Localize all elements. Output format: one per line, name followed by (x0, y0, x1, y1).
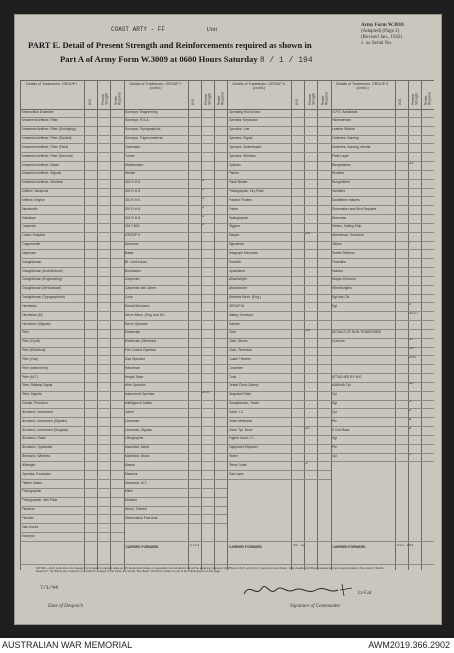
group-header-3: Details of Tradesmen. GROUP II. (contd.) (232, 82, 286, 91)
trade-label: Coach Trimmer (228, 356, 252, 361)
trade-label: Draughtsman (Architectural) (21, 268, 63, 273)
strength-value: 67 (305, 426, 311, 431)
trade-label: Operating Room Asst. (228, 109, 261, 114)
trade-label: Mechanic, Radio (21, 436, 47, 441)
trade-label: Operator, Switchboard (228, 144, 262, 149)
trade-label: Cpl (332, 454, 337, 459)
row-rule (331, 364, 435, 365)
trade-label: Fitter (Cycle) (21, 339, 41, 344)
trade-label: Draughtsman (Engineering) (21, 277, 62, 282)
trade-label: Watchmaker (125, 162, 144, 167)
strength-value: 35 (305, 329, 311, 334)
trade-label: Baker (125, 250, 134, 255)
trade-label: Surveyor (21, 533, 35, 538)
trade-label: Surveyor, Topographical (125, 127, 161, 132)
trade-label: Operator, Keyboard (228, 118, 258, 123)
strength-value: 1 (408, 453, 412, 458)
trade-label: Plate Layer (332, 153, 349, 158)
archive-caption: AUSTRALIAN WAR MEMORIAL (2, 640, 133, 650)
trade-label: Mechanic, Wireless (21, 454, 51, 459)
strength-value: 1 (201, 179, 205, 184)
strength-value: 65 (305, 232, 311, 237)
trade-label: Tailors (332, 242, 342, 247)
trade-label: Mechanic, M.T. (125, 480, 148, 485)
bottom-rule (20, 564, 434, 565)
report-date: 8 / 1 / 194 (259, 56, 313, 65)
notes-text: NOTES.—(a) If more than one category of a trade is required, state so. (b) Authorized trades or specialists not included in list will be added as required. (c) Where a W.O. and N.C.O. personnel are shown, state details. (d) Where replacement are required state in the column "Reinfs. Required". (e) Where any request is submitted in respect of the trade, the words "See Back" should be written in one of the blank spaces of this page. (36, 566, 385, 574)
trade-label: Intelligence Duties (125, 401, 152, 406)
trade-label: Butcher (228, 321, 240, 326)
trade-label: Wheelwrights (332, 286, 352, 291)
trade-label: Dental Clerk Orderly (228, 383, 259, 388)
trade-label: Electrician (M) (21, 312, 43, 317)
trade-label: Tinsmiths (332, 259, 346, 264)
trade-label: Position Finders (228, 197, 253, 202)
trade-label: Armament Artificer, Radio (21, 162, 59, 167)
trade-label: Battery Surveyor (228, 312, 254, 317)
trade-label: Clerk, Technical (228, 348, 252, 353)
trade-label: Fitter (M.T.) (21, 374, 39, 379)
trade-label: Draughtsman (21, 259, 42, 264)
trade-label: Armament Artificer, Signals (21, 171, 62, 176)
trade-label: Steersman, Technical (332, 233, 364, 238)
signature-label: Signature of Commander (290, 604, 341, 609)
trade-label: 301 R.H.K. (125, 206, 142, 211)
strength-value: 1517 (408, 311, 419, 316)
trade-label: Instrument Operator (125, 392, 155, 397)
trade-label: Fitter (21, 330, 30, 335)
trade-label: Pte (332, 445, 337, 450)
strength-value: 1 (408, 400, 412, 405)
trade-label: Cook (125, 295, 133, 300)
trade-label: Driver, I.C. (228, 409, 245, 414)
trade-label: G.P.O. Assistants (332, 109, 358, 114)
trade-label: Artificer, Weapons (21, 189, 49, 194)
trade-label: Surveyor, R.S.A. (125, 118, 150, 123)
strength-value: 910 (201, 391, 209, 396)
strength-value: 3 (305, 461, 308, 466)
trade-label: 301 R.H.K. (125, 189, 142, 194)
trade-label: Tinsmith (228, 259, 241, 264)
subheader-3-3: Reinfs. Required (320, 92, 329, 105)
trade-label: Bt. Cord's Asst. (125, 259, 148, 264)
trade-label: Turner (125, 153, 135, 158)
strength-value: 1 (408, 408, 412, 413)
trade-label: DETAILS OF NON-TRADESMEN (332, 330, 382, 335)
trade-label: Ammunition Examiner (21, 109, 54, 114)
trade-label: Toolmaker (125, 144, 141, 149)
trade-label: Carpenter (21, 224, 37, 229)
despatch-date: 7/1/44 (40, 585, 59, 591)
row-rule (331, 320, 435, 321)
trade-label: Sisters, Sailing Ship (332, 224, 362, 229)
trade-label: Gas Layer (228, 471, 244, 476)
trade-label: Dental Mechanic (125, 303, 150, 308)
trade-label: Radiographer (228, 215, 249, 220)
unit-label: Unit (206, 27, 218, 33)
trade-label: Woodworker (228, 286, 247, 291)
unit-field (111, 26, 217, 33)
subheader-4-1: W.E. (398, 98, 403, 105)
trade-label: Storeman (332, 215, 347, 220)
trade-label: Pattern Maker (21, 480, 43, 485)
strength-value: 1 (201, 205, 205, 210)
group-header-2: Details of Tradesmen. GROUP I. (contd.) (129, 82, 182, 91)
trade-label: Masseur (125, 471, 138, 476)
subheader-4-3: Reinfs. Required (424, 92, 432, 105)
trade-label: Hatchman (125, 365, 141, 370)
trade-label: Shoemaker and Boot Repairer (332, 206, 377, 211)
trade-label: Machinist, Wood (125, 454, 150, 459)
trade-label: Printer (228, 206, 239, 211)
strength-value: 8 (408, 426, 412, 431)
trade-label: Fitter (Electrical) (21, 348, 46, 353)
trade-label: Textile Refiners (332, 250, 355, 255)
trade-label: Clerk, Stores (228, 339, 248, 344)
strength-value: 10 (408, 347, 414, 352)
subheader-1-1: W.E. (87, 98, 92, 105)
trade-label: 301 CNDL (125, 224, 141, 229)
strength-value: 7 (408, 241, 412, 246)
trade-label: Draughtsman, Tracer (228, 401, 260, 406)
serial-label: Serial No. (371, 41, 393, 46)
form-title: Army Form W.3010 (361, 23, 404, 28)
row-rule (227, 479, 331, 480)
trade-label: Electrician (21, 303, 37, 308)
strength-value: 1 (201, 223, 205, 228)
strength-value: 1 (201, 214, 205, 219)
trade-label: Dispenser (21, 250, 37, 255)
carried-forward-label: CARRIED FORWARD (125, 545, 159, 549)
form-id-block (361, 23, 431, 47)
trade-label: 301 R.H.K. (125, 215, 142, 220)
trade-label: Riggers (228, 224, 240, 229)
strength-value: 32 (408, 382, 414, 387)
trade-label: Armament Artificer, Wireless (21, 180, 63, 185)
column-rule (291, 80, 292, 570)
strength-value: 1 (201, 196, 205, 201)
trade-label: Millwright (21, 462, 36, 467)
trade-label: Sgt (332, 401, 337, 406)
row-rule (331, 355, 435, 356)
trade-label: Operator, Wireless (228, 153, 256, 158)
trade-label: Signalman (228, 242, 245, 247)
trade-label: Sgt Arty Clk (332, 295, 350, 300)
serial-value: 2 Gk (361, 42, 371, 46)
strength-value: 37 (408, 338, 414, 343)
trade-label: Mechanic, Instrument (21, 409, 54, 414)
trade-label: Draughtsman (Typographical) (21, 295, 65, 300)
trade-label: Mechanic, Instrument (Surgical) (21, 427, 69, 432)
trade-label: Mechanic, Typewriter (21, 445, 53, 450)
trade-label: Gunners (332, 339, 345, 344)
signature-rank: Lt-Col (358, 591, 372, 596)
group-header-4: Details of Tradesmen. GROUP II. (contd.) (336, 82, 390, 91)
footer-rule (20, 541, 434, 542)
trade-label: Fitter, Railway Signal (21, 383, 53, 388)
trade-label: Rangetakers (332, 162, 351, 167)
trade-label: Sgt (332, 303, 337, 308)
trade-label: Telegraph Mechanic (228, 250, 259, 255)
trade-label: Driver Tpt. Drive (228, 427, 253, 432)
trade-label: Driver Mechanic (228, 418, 253, 423)
subheader-2-1: W.E. (191, 98, 196, 105)
trade-label: Surveyor, Trigonometrical (125, 136, 163, 140)
trade-label: Equipment Repairer (228, 445, 258, 450)
trade-label: Hammerman (332, 118, 352, 123)
trade-label: Surveyor, Engineering (125, 109, 158, 114)
trade-label: Saddlers (332, 189, 346, 194)
strength-value: 8 (408, 417, 412, 422)
carried-forward-label: CARRIED FORWARD (332, 545, 366, 549)
trade-label: Lithographer (125, 436, 144, 441)
archive-reference: AWM2019.366.2902 (368, 640, 450, 650)
trade-label: Farrier (228, 454, 239, 459)
subheader-1-2: Present Strength (100, 92, 109, 105)
trade-label: Clerk (228, 330, 237, 335)
trade-label: Concreter (228, 365, 243, 370)
trade-label: Optician (228, 162, 241, 167)
trade-label: Wagon Erectors (332, 277, 356, 282)
subheader-2-3: Reinfs. Required (217, 92, 225, 105)
trade-label: Linesman (125, 418, 140, 423)
trade-label: Wireless Mech. (Eng.) (228, 295, 261, 300)
trade-label: Cpl (332, 409, 337, 414)
trade-label: Sawyer (228, 233, 240, 238)
trade-label: Sgt (332, 436, 337, 441)
trade-label: Painter (228, 171, 239, 176)
trade-label: 301 R.H.K. (125, 180, 142, 185)
trade-label: Armourer (125, 242, 139, 247)
trade-label: Grinder, Precision (21, 401, 48, 406)
trade-label: Electrician (Signals) (21, 321, 51, 326)
trade-label: Photographer, Wet Plate (21, 498, 58, 503)
trade-label: Height Taker (125, 374, 144, 379)
trade-label: Saw Doctor (21, 524, 39, 529)
trade-label: Saddletree makers (332, 197, 360, 202)
trade-label: GROUP II. (125, 233, 141, 238)
trade-label: Fitters' Mate (228, 462, 247, 467)
trade-label: Wheelwright (228, 277, 247, 282)
trade-label: GROUP III. (228, 303, 246, 308)
form-revised: (Revised Jan., 1942) (361, 35, 403, 40)
row-rule (331, 461, 435, 462)
row-rule (331, 347, 435, 348)
trade-label: Bricklayer (21, 215, 36, 220)
trade-label: Ptc (332, 418, 337, 423)
trade-label: Operator, Line (228, 127, 250, 132)
trade-label: AAMinBr Cpl (332, 383, 351, 388)
trade-label: Cpl (332, 392, 337, 397)
form-heading-line2-text: Part A of Army Form W.3009 at 0600 Hours Saturday (60, 54, 258, 64)
carried-forward-label: CARRIED FORWARD (229, 545, 262, 549)
trade-label: Electrician (125, 330, 141, 335)
carried-forward-total: 35 32 (293, 544, 306, 548)
row-rule (124, 523, 228, 524)
trade-label: Fire Control Operator (125, 348, 157, 353)
trade-label: Nurse, Trained (125, 507, 147, 512)
carried-forward-total: 212 203 (396, 544, 414, 548)
trade-label: Armament Artificer, Fitter (General) (21, 153, 73, 158)
trade-label: Engine Hand, I.C. (228, 436, 255, 441)
unit-value: COAST ARTY - FF (111, 26, 166, 33)
trade-label: Welder (125, 171, 136, 176)
trade-label: Fitter (Gun) (21, 356, 39, 361)
trade-label: Orderlies, Nursing, Mental (332, 144, 371, 149)
trade-label: Operator, Excavator (21, 471, 51, 476)
strength-value: 1 (408, 302, 412, 307)
trade-label: Machinist, Metal (125, 445, 149, 450)
trade-label: Bootmaker (125, 268, 141, 273)
trade-label: Armament Artificer, Fitter (21, 118, 58, 123)
subheader-2-2: Present Strength (204, 92, 212, 105)
trade-label: Fitter, Signals (21, 392, 42, 397)
carried-forward-total: 1713 (189, 544, 200, 548)
subheader-3-1: W.E. (294, 98, 299, 105)
subheader-4-2: Present Strength (411, 92, 419, 105)
trade-label: S Cmt Base (332, 427, 350, 432)
trade-label: Mason (125, 462, 135, 467)
trade-label: Panel Beater (228, 180, 248, 185)
trade-label: Photographer (21, 489, 42, 494)
trade-label: Upholsterer (228, 268, 246, 273)
trade-label: Carpenter (125, 277, 140, 282)
trade-label: Despatch Rider (228, 392, 252, 397)
strength-value: 101 (408, 355, 416, 360)
trade-label: Plasterer (21, 507, 35, 512)
trade-label: Leather Stitcher (332, 127, 356, 132)
trade-label: Armament Artificer, Fitter (Guided) (21, 136, 72, 140)
trade-label: Armament Artificer, Fitter (Field) (21, 144, 69, 149)
strength-value: 2 (201, 188, 205, 193)
trade-label: Cook (228, 374, 237, 379)
commander-signature (238, 578, 398, 600)
trade-label: Coppersmith (21, 242, 41, 247)
trade-label: Armament Artificer, Fitter (Gunlaying) (21, 127, 76, 132)
form-heading-line1: PART E. Detail of Present Strength and Reinforcements required as shown in (28, 40, 312, 50)
strength-table (20, 80, 434, 570)
trade-label: Blacksmith (21, 206, 38, 211)
trade-label: Observation Post Asst. (125, 515, 159, 520)
trade-label: Linesman, Signals (125, 427, 152, 432)
trade-label: Moulder (125, 498, 137, 503)
despatch-date-label: Date of Despatch (48, 604, 83, 609)
trade-label: Draughtsman (Mechanical) (21, 286, 62, 291)
row-rule (331, 311, 435, 312)
trade-label: Mechanic, Instrument (Signals) (21, 418, 67, 423)
trade-label: Roughriders (332, 180, 350, 185)
form-adapted: (Adapted) (Page 2) (361, 29, 400, 34)
trade-label: Hide Operator (125, 383, 146, 388)
trade-label: Gas Operator (125, 356, 145, 361)
trade-label: Driver Mech. (Eng. and W.) (125, 312, 165, 317)
trade-label: Orderlies, Nursing (332, 136, 359, 140)
column-rule (421, 80, 422, 570)
trade-label: Riveters (332, 171, 345, 176)
trade-label: Plumber (21, 515, 34, 520)
trade-label: Driver Operator (125, 321, 148, 326)
trade-label: Miller (125, 489, 133, 494)
column-rule (395, 80, 396, 570)
subheader-1-3: Reinfs. Required (113, 92, 122, 105)
trade-label: Operator, Signal (228, 136, 253, 140)
trade-label: ATTACHED BY W.E. (332, 374, 363, 379)
form-heading-line2 (60, 54, 313, 65)
trade-label: Joiner (125, 409, 134, 414)
trade-label: Valuers (332, 268, 343, 273)
trade-label: Fitter (Instrument) (21, 365, 48, 370)
group-header-1: Details of Tradesmen. GROUP I. (26, 82, 79, 86)
trade-label: Carpenter and Joiner (125, 286, 156, 291)
trade-label: 301 R.H.K. (125, 197, 142, 202)
trade-label: Photographer, Dry Plate (228, 189, 264, 194)
strength-value: 13 (408, 161, 414, 166)
trade-label: Electrician (Wireless) (125, 339, 156, 344)
trade-label: Cooks, Hospital (21, 233, 45, 238)
subheader-3-2: Present Strength (307, 92, 316, 105)
column-rule (317, 80, 318, 570)
trade-label: Artificer, Engine (21, 197, 45, 202)
